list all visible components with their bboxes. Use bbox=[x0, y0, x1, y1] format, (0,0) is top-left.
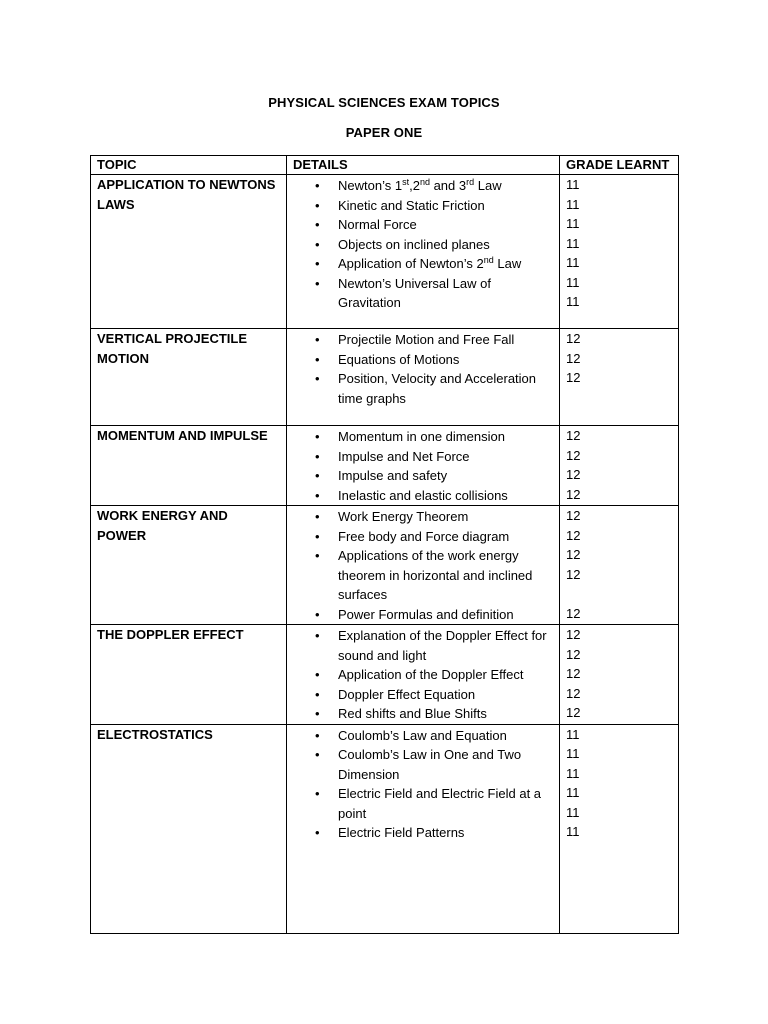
grade-value: 11 bbox=[566, 216, 580, 231]
grade-value: 12 bbox=[566, 527, 581, 543]
detail-item: • Electric Field Patterns bbox=[293, 823, 553, 843]
details-cell bbox=[287, 506, 560, 625]
details-list bbox=[293, 625, 553, 724]
detail-item: • Red shifts and Blue Shifts bbox=[293, 704, 553, 724]
grade-value: 11 bbox=[566, 726, 580, 742]
table-body bbox=[91, 175, 679, 934]
table-row bbox=[91, 724, 679, 933]
details-list bbox=[293, 175, 553, 313]
detail-item: • Newton’s 1st,2nd and 3rd Law bbox=[293, 176, 553, 196]
detail-item: • Inelastic and elastic collisions bbox=[293, 486, 553, 506]
details-list bbox=[293, 506, 553, 624]
detail-item: • Normal Force bbox=[293, 215, 553, 235]
topics-table bbox=[90, 155, 679, 934]
grade-value: 12 bbox=[566, 685, 581, 701]
detail-item: • Equations of Motions bbox=[293, 350, 553, 370]
detail-item: • Newton’s Universal Law of Gravitation bbox=[293, 274, 553, 313]
grade-value: 11 bbox=[566, 274, 580, 290]
table-header-row bbox=[91, 156, 679, 175]
detail-item: • Electric Field and Electric Field at a point bbox=[293, 784, 553, 823]
table-row bbox=[91, 175, 679, 329]
grade-value: 11 bbox=[566, 824, 580, 839]
header-topic: TOPIC bbox=[91, 156, 287, 175]
details-list bbox=[293, 725, 553, 843]
document-title: PHYSICAL SCIENCES EXAM TOPICS bbox=[268, 95, 500, 110]
grade-value: 11 bbox=[566, 294, 580, 309]
grade-cell bbox=[560, 724, 679, 933]
grade-value: 12 bbox=[566, 547, 581, 562]
grade-value: 11 bbox=[566, 235, 580, 251]
detail-item: • Kinetic and Static Friction bbox=[293, 196, 553, 216]
detail-item: • Position, Velocity and Acceleration time graphs bbox=[293, 369, 553, 408]
detail-item: • Explanation of the Doppler Effect for sound and light bbox=[293, 626, 553, 665]
details-cell bbox=[287, 724, 560, 933]
grade-value: 12 bbox=[566, 508, 581, 523]
grade-value: 12 bbox=[566, 705, 581, 720]
table-row bbox=[91, 506, 679, 625]
grade-value: 11 bbox=[566, 785, 580, 800]
grade-value: 12 bbox=[566, 566, 581, 582]
details-list bbox=[293, 426, 553, 505]
detail-item: • Impulse and safety bbox=[293, 466, 553, 486]
grade-value: 11 bbox=[566, 255, 580, 270]
details-cell bbox=[287, 625, 560, 725]
details-cell bbox=[287, 426, 560, 506]
grade-value: 11 bbox=[566, 765, 580, 781]
grade-cell bbox=[560, 625, 679, 725]
detail-item: • Application of the Doppler Effect bbox=[293, 665, 553, 685]
detail-item: • Free body and Force diagram bbox=[293, 527, 553, 547]
grade-value: 12 bbox=[566, 370, 581, 385]
detail-item: • Coulomb’s Law and Equation bbox=[293, 726, 553, 746]
grade-value: 12 bbox=[566, 666, 581, 681]
detail-item: • Doppler Effect Equation bbox=[293, 685, 553, 705]
detail-item: • Impulse and Net Force bbox=[293, 447, 553, 467]
topic-cell: VERTICAL PROJECTILE MOTION bbox=[91, 329, 287, 426]
header-details: DETAILS bbox=[287, 156, 560, 175]
grade-value: 12 bbox=[566, 350, 581, 366]
details-cell bbox=[287, 175, 560, 329]
grade-value bbox=[566, 584, 672, 604]
grade-value: 12 bbox=[566, 486, 581, 502]
grade-cell bbox=[560, 329, 679, 426]
detail-item: • Application of Newton’s 2nd Law bbox=[293, 254, 553, 274]
detail-item: • Projectile Motion and Free Fall bbox=[293, 330, 553, 350]
detail-item: • Power Formulas and definition bbox=[293, 605, 553, 625]
topic-cell: WORK ENERGY AND POWER bbox=[91, 506, 287, 625]
details-cell bbox=[287, 329, 560, 426]
detail-item: • Objects on inclined planes bbox=[293, 235, 553, 255]
grade-value: 12 bbox=[566, 627, 581, 642]
table-row bbox=[91, 625, 679, 725]
grade-value: 12 bbox=[566, 467, 581, 482]
header-grade: GRADE LEARNT bbox=[560, 156, 679, 175]
grade-value: 11 bbox=[566, 196, 580, 212]
detail-item: • Momentum in one dimension bbox=[293, 427, 553, 447]
topic-cell: APPLICATION TO NEWTONS LAWS bbox=[91, 175, 287, 329]
table-row bbox=[91, 329, 679, 426]
grade-value: 12 bbox=[566, 331, 581, 346]
grade-value: 11 bbox=[566, 804, 580, 820]
grade-value: 11 bbox=[566, 177, 580, 192]
grade-value: 12 bbox=[566, 605, 581, 621]
topic-cell: MOMENTUM AND IMPULSE bbox=[91, 426, 287, 506]
detail-item: • Applications of the work energy theorem in horizontal and inclined surfaces bbox=[293, 546, 553, 605]
grade-value: 12 bbox=[566, 646, 581, 662]
grade-value: 12 bbox=[566, 428, 581, 443]
detail-item: • Work Energy Theorem bbox=[293, 507, 553, 527]
topic-cell: THE DOPPLER EFFECT bbox=[91, 625, 287, 725]
detail-item: • Coulomb’s Law in One and Two Dimension bbox=[293, 745, 553, 784]
topic-cell: ELECTROSTATICS bbox=[91, 724, 287, 933]
details-list bbox=[293, 329, 553, 408]
grade-cell bbox=[560, 506, 679, 625]
grade-value: 12 bbox=[566, 447, 581, 463]
grade-cell bbox=[560, 426, 679, 506]
grade-value: 11 bbox=[566, 746, 580, 761]
table-row bbox=[91, 426, 679, 506]
document-subtitle: PAPER ONE bbox=[345, 125, 423, 140]
grade-cell bbox=[560, 175, 679, 329]
